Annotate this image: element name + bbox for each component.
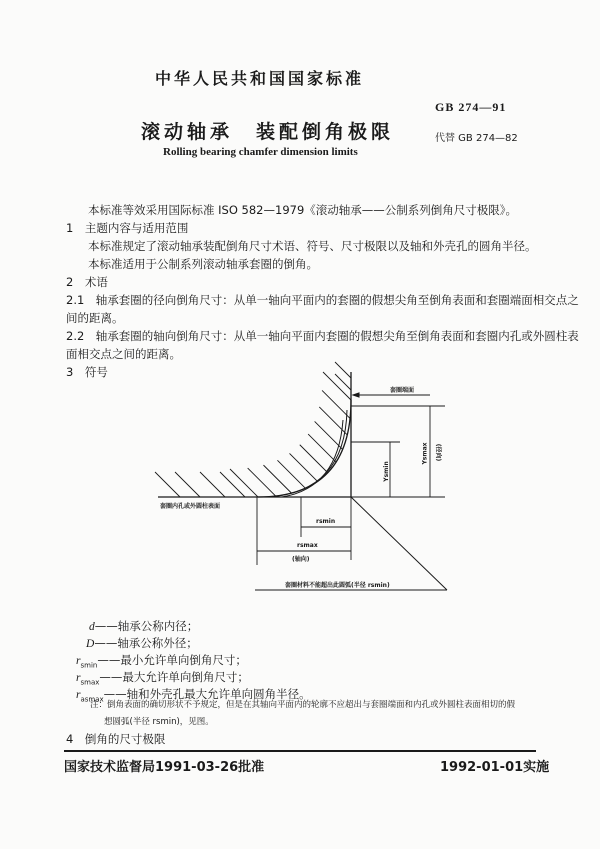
- symbol: r: [76, 655, 81, 667]
- standard-code: GB 274—91: [435, 100, 507, 114]
- hatch-line: [230, 469, 258, 497]
- label-axial: (轴向): [292, 556, 310, 563]
- symbol-subscript: asmax: [80, 695, 104, 704]
- label-bore-surface: 套圈内孔或外圆柱表面: [160, 503, 221, 510]
- symbol: d: [89, 621, 95, 633]
- approval-date: 国家技术监督局1991-03-26批准: [64, 760, 265, 775]
- paragraph: 2.1 轴承套圈的径向倒角尺寸：从单一轴向平面内的套圈的假想尖角至倒角表面和套圈端面相交点之: [66, 293, 579, 307]
- hatch-line: [175, 472, 200, 497]
- section-1-heading: 1 主题内容与适用范围: [66, 221, 189, 235]
- paragraph: 本标准规定了滚动轴承装配倒角尺寸术语、符号、尺寸极限以及轴和外壳孔的圆角半径。: [88, 239, 537, 253]
- hatch-line: [220, 472, 245, 497]
- paragraph: 2.2 轴承套圈的轴向倒角尺寸：从单一轴向平面内套圈的假想尖角至倒角表面和套圈内孔或外圆柱表: [66, 329, 579, 343]
- symbol-item: [76, 652, 247, 669]
- symbol-subscript: smin: [80, 661, 98, 670]
- effective-date: 1992-01-01实施: [440, 760, 550, 775]
- label-ysmax: Ysmax: [421, 442, 429, 465]
- note: 想圆弧(半径 rsmin)，见图。: [104, 717, 214, 727]
- symbol: D: [86, 638, 95, 650]
- hatch-line: [263, 465, 291, 493]
- intro: 本标准等效采用国际标准 ISO 582—1979《滚动轴承——公制系列倒角尺寸极限》。: [88, 203, 518, 217]
- paragraph: 面相交点之间的距离。: [66, 347, 181, 361]
- section-4-heading: 4 倒角的尺寸极限: [66, 732, 166, 746]
- hatch-line: [335, 374, 351, 390]
- hatch-line: [248, 468, 276, 496]
- symbol-description: ——最大允许单向倒角尺寸；: [99, 670, 249, 684]
- title-en: Rolling bearing chamfer dimension limits: [163, 146, 358, 158]
- country-standard: 中华人民共和国国家标准: [155, 69, 365, 88]
- symbol: r: [76, 672, 81, 684]
- symbol-item: [76, 669, 249, 686]
- symbol-subscript: smax: [80, 678, 100, 687]
- symbol-item: [86, 635, 198, 651]
- paragraph: 间的距离。: [66, 311, 124, 325]
- hatch-line: [155, 472, 180, 497]
- title-cn: 滚动轴承 装配倒角极限: [141, 121, 395, 143]
- note: 注：倒角表面的确切形状不予规定，但是在其轴向平面内的轮廓不应超出与套圈端面和内孔或外圆柱表面相切的假: [90, 700, 516, 710]
- hatch-line: [335, 362, 351, 378]
- symbol-description: ——轴承公称外径；: [94, 636, 198, 650]
- hatch-line: [200, 472, 225, 497]
- section-2-heading: 2 术语: [66, 275, 108, 289]
- label-ring-face: 套圈端面: [390, 387, 415, 394]
- symbol: r: [76, 689, 81, 701]
- label-radial: (径向): [434, 443, 442, 462]
- replaces: 代替 GB 274—82: [435, 133, 518, 144]
- symbol-description: ——轴承公称内径；: [94, 619, 199, 633]
- symbol-description: ——轴和外壳孔最大允许单向圆角半径。: [103, 687, 311, 701]
- label-ysmin: Ysmin: [382, 461, 390, 482]
- paragraph: 本标准适用于公制系列滚动轴承套圈的倒角。: [88, 257, 318, 271]
- symbol-item: [89, 618, 198, 634]
- label-rsmin: rsmin: [316, 518, 336, 525]
- label-arc-note: 套圈材料不能超出此圆弧(半径 rsmin): [285, 582, 390, 589]
- section-3-heading: 3 符号: [66, 365, 108, 379]
- label-rsmax: rsmax: [297, 542, 318, 549]
- hatch-line: [277, 460, 305, 488]
- symbol-description: ——最小允许单向倒角尺寸；: [97, 653, 247, 667]
- footer-rule: [64, 750, 536, 752]
- hatch-line: [290, 453, 318, 481]
